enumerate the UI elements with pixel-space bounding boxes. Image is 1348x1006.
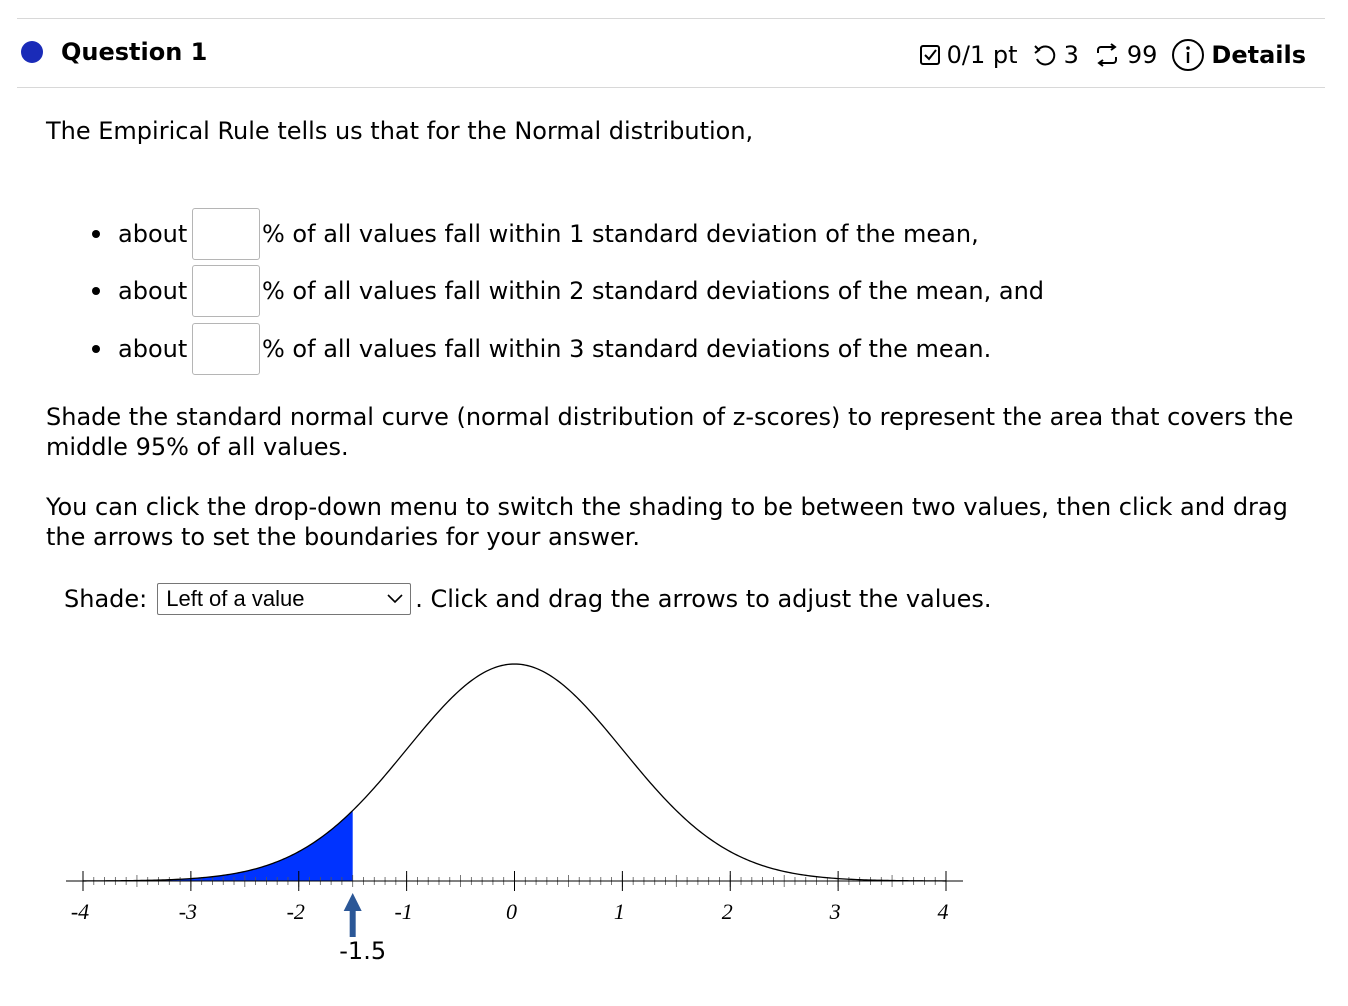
- instruction-dropdown: You can click the drop-down menu to switch the shading to be between two values, then click and drag the arrows to set the boundaries for your answer.: [46, 493, 1288, 551]
- score-text: 0/1 pt: [946, 41, 1018, 69]
- tick-label: -2: [286, 899, 305, 924]
- bullet-suffix: % of all values fall within 1 standard deviation of the mean,: [262, 219, 979, 248]
- instruction-shade: Shade the standard normal curve (normal distribution of z-scores) to represent the area that covers the middle 95% of all values.: [46, 403, 1294, 461]
- x-tick-labels: [71, 899, 949, 924]
- shade-label: Shade:: [64, 585, 148, 613]
- tick-label: -1: [394, 899, 413, 924]
- bullet-prefix: about: [118, 334, 188, 363]
- tick-label: 1: [613, 899, 625, 924]
- intro-text: The Empirical Rule tells us that for the Normal distribution,: [46, 117, 754, 145]
- retries-count: 3: [1063, 41, 1079, 69]
- bullet-prefix: about: [118, 277, 188, 306]
- question-title: Question 1: [61, 38, 208, 66]
- bullet-prefix: about: [118, 219, 188, 248]
- boundary-value-label: -1.5: [339, 937, 387, 965]
- tick-label: 2: [721, 899, 733, 924]
- tick-label: 0: [506, 899, 517, 924]
- tick-label: 3: [829, 899, 841, 924]
- shade-hint: . Click and drag the arrows to adjust the values.: [415, 585, 992, 613]
- details-label[interactable]: Details: [1211, 41, 1306, 69]
- tick-label: 4: [937, 899, 949, 924]
- submissions-count: 99: [1126, 41, 1158, 69]
- normal-curve: [83, 664, 946, 881]
- arrow-up-icon[interactable]: [344, 893, 362, 911]
- boundary-arrow-handle[interactable]: [344, 893, 362, 937]
- tick-label: -4: [70, 899, 90, 924]
- shade-selected-value: Left of a value: [166, 586, 305, 611]
- tick-label: -3: [178, 899, 198, 924]
- bullet-suffix: % of all values fall within 3 standard deviations of the mean.: [262, 334, 992, 363]
- bullet-suffix: % of all values fall within 2 standard deviations of the mean, and: [262, 277, 1045, 306]
- shaded-area: [83, 811, 353, 881]
